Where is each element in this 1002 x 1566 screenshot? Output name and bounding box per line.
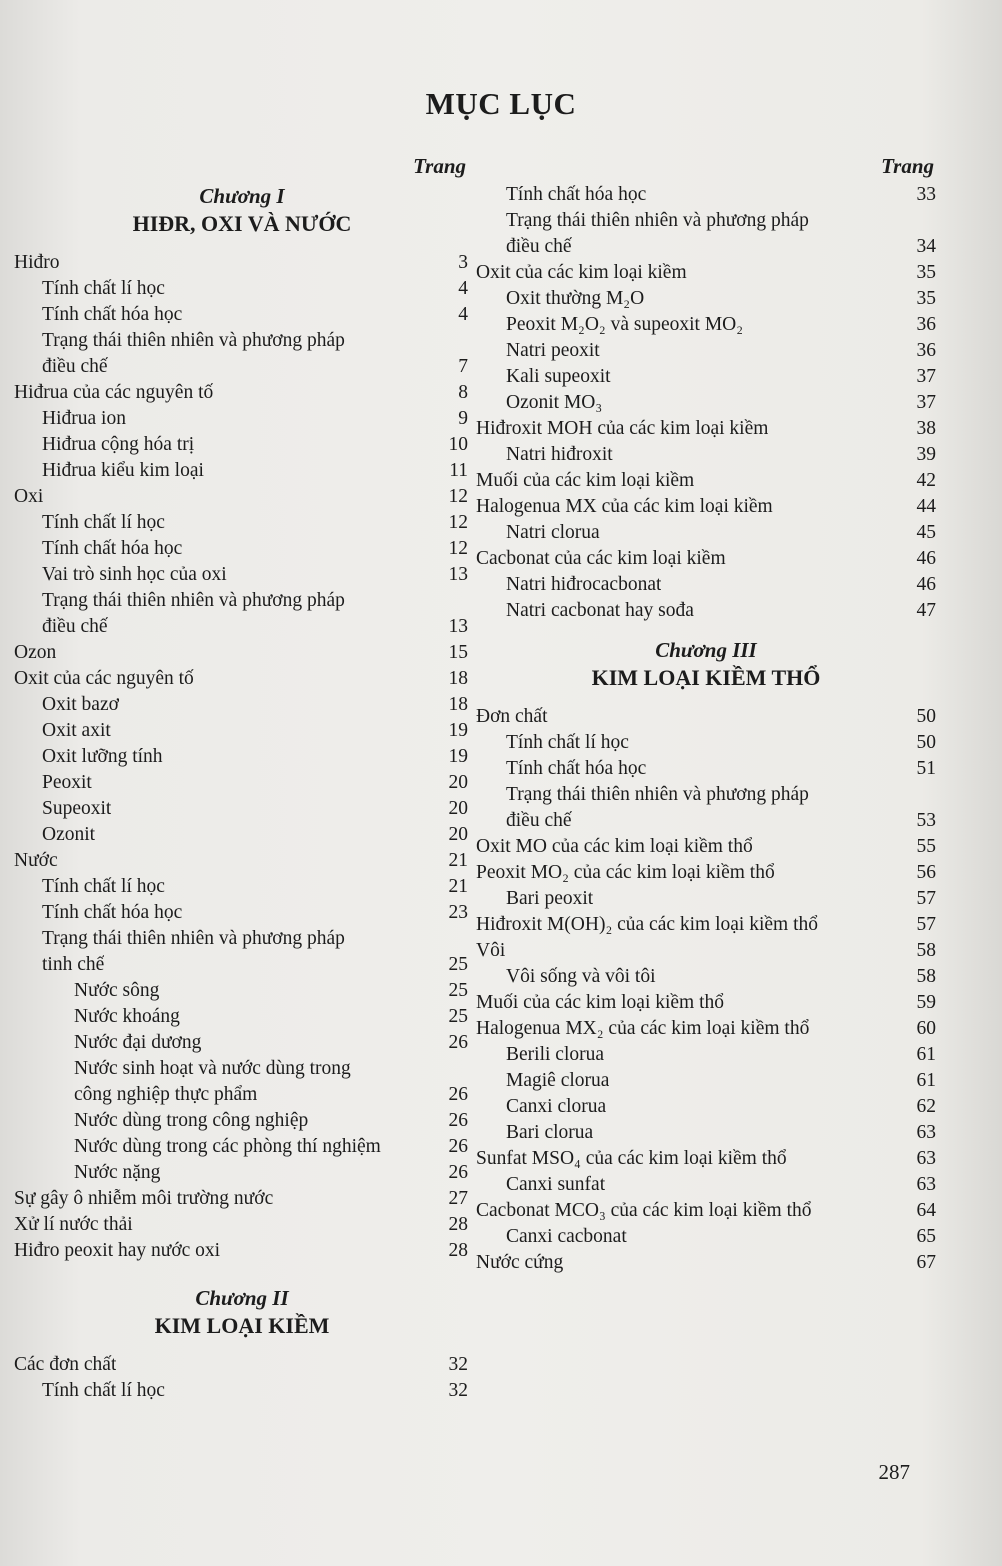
toc-entry-title: Tính chất lí học xyxy=(42,876,165,897)
toc-entry xyxy=(474,546,938,572)
toc-entry-page: 57 xyxy=(916,914,936,935)
toc-entry-page: 18 xyxy=(448,694,468,715)
toc-entry xyxy=(14,666,470,692)
toc-entry xyxy=(14,692,470,718)
toc-entry-page: 18 xyxy=(448,668,468,689)
toc-entry-title: Canxi clorua xyxy=(506,1096,607,1117)
toc-entry-title: Vôi xyxy=(476,940,506,961)
toc-entry-title: Oxit thường M₂O xyxy=(506,288,645,309)
toc-entry-title: điều chế xyxy=(506,236,572,257)
spacer xyxy=(474,624,938,638)
toc-entry xyxy=(14,1352,470,1378)
toc-entry-page: 21 xyxy=(448,876,468,897)
toc-entry xyxy=(14,458,470,484)
toc-entry xyxy=(14,900,470,926)
toc-entry xyxy=(14,796,470,822)
toc-entry xyxy=(14,1160,470,1186)
toc-entry-page: 11 xyxy=(449,460,468,481)
toc-entry-title: Magiê clorua xyxy=(506,1070,610,1091)
toc-entry-title: Trạng thái thiên nhiên và phương pháp xyxy=(42,928,345,949)
toc-entry-page: 44 xyxy=(916,496,936,517)
toc-entry xyxy=(474,808,938,834)
toc-entry-title: Hiđro peoxit hay nước oxi xyxy=(14,1240,221,1261)
toc-entry-page: 63 xyxy=(916,1148,936,1169)
toc-entry-page: 26 xyxy=(448,1084,468,1105)
toc-entry-title: Natri peoxit xyxy=(506,340,600,361)
toc-entry-page: 25 xyxy=(448,980,468,1001)
toc-entry-page: 20 xyxy=(448,824,468,845)
toc-entry-page: 32 xyxy=(448,1354,468,1375)
toc-entry-title: Hiđrua ion xyxy=(42,408,126,429)
toc-entry-title: Tính chất lí học xyxy=(42,1380,165,1401)
toc-entry-title: Nước dùng trong công nghiệp xyxy=(74,1110,309,1131)
toc-entry xyxy=(14,1056,470,1082)
toc-entry-title: Nước xyxy=(14,850,58,871)
toc-entry xyxy=(474,416,938,442)
toc-entry-page: 53 xyxy=(916,810,936,831)
toc-entry-page: 61 xyxy=(916,1070,936,1091)
toc-entry-page: 45 xyxy=(916,522,936,543)
toc-entry-title: Hiđrua cộng hóa trị xyxy=(42,434,195,455)
toc-entry-page: 33 xyxy=(916,184,936,205)
toc-entry-title: Bari peoxit xyxy=(506,888,594,909)
toc-entry-title: Các đơn chất xyxy=(14,1354,117,1375)
toc-entry-title: Trạng thái thiên nhiên và phương pháp xyxy=(42,330,345,351)
toc-entry-title: Đơn chất xyxy=(476,706,548,727)
toc-entry-page: 37 xyxy=(916,392,936,413)
toc-entry-title: Muối của các kim loại kiềm xyxy=(476,470,695,491)
toc-entry xyxy=(14,510,470,536)
toc-entry xyxy=(14,1004,470,1030)
toc-entry-page: 51 xyxy=(916,758,936,779)
toc-entry xyxy=(474,1042,938,1068)
toc-entry xyxy=(14,276,470,302)
page-number: 287 xyxy=(878,1460,910,1484)
toc-entry xyxy=(14,1212,470,1238)
toc-entry xyxy=(474,1068,938,1094)
toc-entry-title: Berili clorua xyxy=(506,1044,605,1065)
toc-entry xyxy=(14,380,470,406)
toc-entry xyxy=(474,1250,938,1276)
toc-entry xyxy=(14,302,470,328)
toc-entry xyxy=(474,756,938,782)
toc-entry-page: 15 xyxy=(448,642,468,663)
toc-entry-page: 9 xyxy=(458,408,468,429)
toc-entry-title: điều chế xyxy=(42,356,108,377)
toc-entry xyxy=(474,782,938,808)
toc-entry xyxy=(474,964,938,990)
toc-entry xyxy=(474,990,938,1016)
toc-entry-title: Cacbonat của các kim loại kiềm xyxy=(476,548,726,569)
toc-entry xyxy=(14,250,470,276)
toc-entry xyxy=(474,1198,938,1224)
toc-entry-page: 67 xyxy=(916,1252,936,1273)
toc-entry xyxy=(14,1238,470,1264)
toc-entry-title: Peoxit MO₂ của các kim loại kiềm thổ xyxy=(476,862,775,883)
toc-entry-title: Kali supeoxit xyxy=(506,366,611,387)
chapter-title: KIM LOẠI KIỀM xyxy=(154,1313,330,1338)
toc-entry xyxy=(474,1016,938,1042)
toc-entry-title: Sự gây ô nhiễm môi trường nước xyxy=(14,1188,274,1209)
toc-entry xyxy=(14,874,470,900)
toc-entry-title: Hiđrua kiểu kim loại xyxy=(42,460,204,481)
toc-entry-page: 19 xyxy=(448,720,468,741)
toc-entry xyxy=(474,598,938,624)
toc-entry-title: Sunfat MSO₄ của các kim loại kiềm thổ xyxy=(476,1148,787,1169)
toc-entry-page: 35 xyxy=(916,262,936,283)
toc-entry xyxy=(14,1030,470,1056)
toc-entry-page: 60 xyxy=(916,1018,936,1039)
toc-entry-page: 20 xyxy=(448,798,468,819)
toc-entry-title: Ozon xyxy=(14,642,57,663)
toc-entry xyxy=(474,364,938,390)
toc-entry-title: Trạng thái thiên nhiên và phương pháp xyxy=(42,590,345,611)
toc-entry-title: Hiđroxit MOH của các kim loại kiềm xyxy=(476,418,769,439)
page-title: MỤC LỤC xyxy=(425,86,577,121)
toc-entry xyxy=(474,1224,938,1250)
toc-entry xyxy=(14,588,470,614)
toc-entry-title: Tính chất lí học xyxy=(506,732,629,753)
toc-entry-page: 12 xyxy=(448,512,468,533)
toc-entry xyxy=(14,1108,470,1134)
toc-entry-title: Oxit MO của các kim loại kiềm thổ xyxy=(476,836,753,857)
toc-entry-page: 12 xyxy=(448,538,468,559)
toc-entry xyxy=(474,834,938,860)
toc-entry-page: 42 xyxy=(916,470,936,491)
toc-entry-title: Bari clorua xyxy=(506,1122,594,1143)
toc-entry-title: Natri hiđrocacbonat xyxy=(506,574,662,595)
toc-entry-page: 36 xyxy=(916,314,936,335)
chapter-title: KIM LOẠI KIỀM THỔ xyxy=(591,665,821,690)
toc-entry xyxy=(474,1146,938,1172)
toc-entry-title: Oxi xyxy=(14,486,44,507)
toc-entry xyxy=(474,234,938,260)
toc-entry xyxy=(474,730,938,756)
toc-entry xyxy=(14,1082,470,1108)
toc-entry-title: Tính chất hóa học xyxy=(42,304,183,325)
toc-entry xyxy=(474,312,938,338)
toc-entry xyxy=(474,442,938,468)
toc-entry-title: Ozonit MO₃ xyxy=(506,392,603,413)
toc-entry xyxy=(474,182,938,208)
toc-entry-title: điều chế xyxy=(506,810,572,831)
toc-entry-page: 26 xyxy=(448,1032,468,1053)
toc-entry-title: Vôi sống và vôi tôi xyxy=(506,966,656,987)
toc-entry-page: 62 xyxy=(916,1096,936,1117)
toc-entry-title: Hiđrua của các nguyên tố xyxy=(14,382,214,403)
toc-entry-page: 25 xyxy=(448,954,468,975)
toc-entry-title: Peoxit xyxy=(42,772,92,793)
toc-entry-title: điều chế xyxy=(42,616,108,637)
toc-entry-page: 50 xyxy=(916,706,936,727)
toc-entry-title: Oxit của các nguyên tố xyxy=(14,668,194,689)
toc-entry-page: 58 xyxy=(916,966,936,987)
toc-entry xyxy=(14,484,470,510)
toc-entry-page: 58 xyxy=(916,940,936,961)
toc-entry xyxy=(474,912,938,938)
toc-entry-title: Oxit bazơ xyxy=(42,694,119,715)
chapter-number: Chương I xyxy=(199,184,285,208)
toc-entry-title: Cacbonat MCO₃ của các kim loại kiềm thổ xyxy=(476,1200,812,1221)
toc-entry-title: Nước nặng xyxy=(74,1162,161,1183)
toc-left-list xyxy=(14,182,470,1404)
toc-entry-page: 37 xyxy=(916,366,936,387)
chapter-number: Chương III xyxy=(655,638,757,662)
toc-entry-title: Oxit lưỡng tính xyxy=(42,746,163,767)
toc-entry xyxy=(14,848,470,874)
toc-entry-title: Supeoxit xyxy=(42,798,112,819)
toc-entry-title: Tính chất hóa học xyxy=(506,758,647,779)
toc-entry-page: 65 xyxy=(916,1226,936,1247)
chapter-number: Chương II xyxy=(195,1286,289,1310)
toc-entry-page: 8 xyxy=(458,382,468,403)
toc-entry-title: Oxit của các kim loại kiềm xyxy=(476,262,687,283)
toc-entry xyxy=(14,1186,470,1212)
toc-entry xyxy=(474,572,938,598)
toc-entry xyxy=(14,406,470,432)
toc-entry-title: tinh chế xyxy=(42,954,105,975)
toc-entry-title: Canxi sunfat xyxy=(506,1174,606,1195)
toc-entry xyxy=(14,536,470,562)
toc-entry-title: Trạng thái thiên nhiên và phương pháp xyxy=(506,210,809,231)
toc-entry xyxy=(474,1172,938,1198)
toc-entry xyxy=(474,520,938,546)
toc-entry-title: Hiđro xyxy=(14,252,60,273)
toc-entry xyxy=(14,926,470,952)
toc-entry-page: 63 xyxy=(916,1122,936,1143)
toc-entry-page: 28 xyxy=(448,1214,468,1235)
toc-entry-title: Trạng thái thiên nhiên và phương pháp xyxy=(506,784,809,805)
toc-entry-page: 32 xyxy=(448,1380,468,1401)
toc-entry-page: 46 xyxy=(916,574,936,595)
toc-entry-title: Natri cacbonat hay sođa xyxy=(506,600,694,621)
toc-entry xyxy=(14,1378,470,1404)
toc-entry-page: 19 xyxy=(448,746,468,767)
toc-entry-page: 23 xyxy=(448,902,468,923)
spacer xyxy=(14,1264,470,1286)
toc-entry-page: 25 xyxy=(448,1006,468,1027)
toc-entry xyxy=(14,328,470,354)
toc-entry-title: Hiđroxit M(OH)₂ của các kim loại kiềm thổ xyxy=(476,914,819,935)
toc-entry-title: Tính chất lí học xyxy=(42,278,165,299)
toc-entry-title: Nước cứng xyxy=(476,1252,564,1273)
toc-entry xyxy=(14,562,470,588)
toc-entry-title: Muối của các kim loại kiềm thổ xyxy=(476,992,725,1013)
toc-entry-title: Canxi cacbonat xyxy=(506,1226,627,1247)
toc-right-column xyxy=(474,150,938,1276)
toc-entry-page: 26 xyxy=(448,1162,468,1183)
toc-entry-title: Nước khoáng xyxy=(74,1006,180,1027)
toc-entry-page: 10 xyxy=(448,434,468,455)
toc-entry-page: 38 xyxy=(916,418,936,439)
toc-entry-title: Tính chất hóa học xyxy=(42,538,183,559)
toc-entry-title: Nước sông xyxy=(74,980,160,1001)
toc-entry xyxy=(14,744,470,770)
toc-entry-page: 26 xyxy=(448,1110,468,1131)
toc-entry xyxy=(474,208,938,234)
toc-entry-title: Oxit axit xyxy=(42,720,111,741)
toc-left-column xyxy=(14,150,470,1404)
toc-entry xyxy=(14,640,470,666)
toc-right-list xyxy=(474,182,938,1276)
toc-entry xyxy=(474,1094,938,1120)
toc-entry xyxy=(14,1134,470,1160)
toc-entry-title: Tính chất hóa học xyxy=(506,184,647,205)
toc-entry-title: Nước dùng trong các phòng thí nghiệm xyxy=(74,1136,381,1157)
toc-entry-title: Halogenua MX₂ của các kim loại kiềm thổ xyxy=(476,1018,810,1039)
toc-entry xyxy=(14,718,470,744)
toc-entry-title: Vai trò sinh học của oxi xyxy=(42,564,227,585)
toc-entry-page: 64 xyxy=(916,1200,936,1221)
toc-entry-page: 4 xyxy=(458,278,468,299)
toc-entry-page: 3 xyxy=(458,252,468,273)
toc-entry-page: 34 xyxy=(916,236,936,257)
trang-column-label: Trang xyxy=(881,154,934,178)
toc-entry-page: 26 xyxy=(448,1136,468,1157)
toc-entry xyxy=(474,704,938,730)
toc-entry-page: 50 xyxy=(916,732,936,753)
toc-entry xyxy=(474,286,938,312)
toc-entry-page: 36 xyxy=(916,340,936,361)
toc-entry-page: 7 xyxy=(458,356,468,377)
toc-entry-title: công nghiệp thực phẩm xyxy=(74,1084,258,1105)
toc-entry-title: Nước đại dương xyxy=(74,1032,202,1053)
toc-entry-title: Halogenua MX của các kim loại kiềm xyxy=(476,496,773,517)
toc-entry-page: 55 xyxy=(916,836,936,857)
trang-column-label: Trang xyxy=(413,154,466,178)
toc-entry xyxy=(14,770,470,796)
toc-entry xyxy=(14,614,470,640)
toc-entry-page: 47 xyxy=(916,600,936,621)
toc-entry xyxy=(14,952,470,978)
toc-entry xyxy=(474,338,938,364)
toc-entry-page: 28 xyxy=(448,1240,468,1261)
toc-entry-page: 27 xyxy=(448,1188,468,1209)
toc-entry xyxy=(14,354,470,380)
toc-entry-title: Ozonit xyxy=(42,824,96,845)
toc-entry xyxy=(474,260,938,286)
toc-entry-page: 59 xyxy=(916,992,936,1013)
chapter-title: HIĐR, OXI VÀ NƯỚC xyxy=(132,211,352,236)
toc-entry-title: Peoxit M₂O₂ và supeoxit MO₂ xyxy=(506,314,744,335)
toc-entry-title: Nước sinh hoạt và nước dùng trong xyxy=(74,1058,351,1079)
toc-entry-title: Tính chất hóa học xyxy=(42,902,183,923)
toc-entry-page: 13 xyxy=(448,616,468,637)
toc-entry-page: 4 xyxy=(458,304,468,325)
toc-entry xyxy=(474,886,938,912)
toc-entry xyxy=(474,860,938,886)
toc-entry xyxy=(14,978,470,1004)
toc-entry xyxy=(474,1120,938,1146)
toc-entry-page: 57 xyxy=(916,888,936,909)
toc-entry-title: Tính chất lí học xyxy=(42,512,165,533)
toc-entry-page: 63 xyxy=(916,1174,936,1195)
toc-entry-page: 61 xyxy=(916,1044,936,1065)
toc-entry-title: Xử lí nước thải xyxy=(14,1214,133,1235)
toc-entry-page: 13 xyxy=(448,564,468,585)
toc-entry-page: 46 xyxy=(916,548,936,569)
toc-entry xyxy=(14,432,470,458)
toc-entry-title: Natri hiđroxit xyxy=(506,444,613,465)
toc-entry xyxy=(474,494,938,520)
toc-entry xyxy=(474,390,938,416)
toc-entry-page: 35 xyxy=(916,288,936,309)
toc-entry xyxy=(14,822,470,848)
toc-entry-page: 21 xyxy=(448,850,468,871)
toc-entry xyxy=(474,468,938,494)
toc-entry-title: Natri clorua xyxy=(506,522,600,543)
toc-entry-page: 56 xyxy=(916,862,936,883)
toc-entry xyxy=(474,938,938,964)
toc-entry-page: 20 xyxy=(448,772,468,793)
toc-entry-page: 12 xyxy=(448,486,468,507)
toc-entry-page: 39 xyxy=(916,444,936,465)
